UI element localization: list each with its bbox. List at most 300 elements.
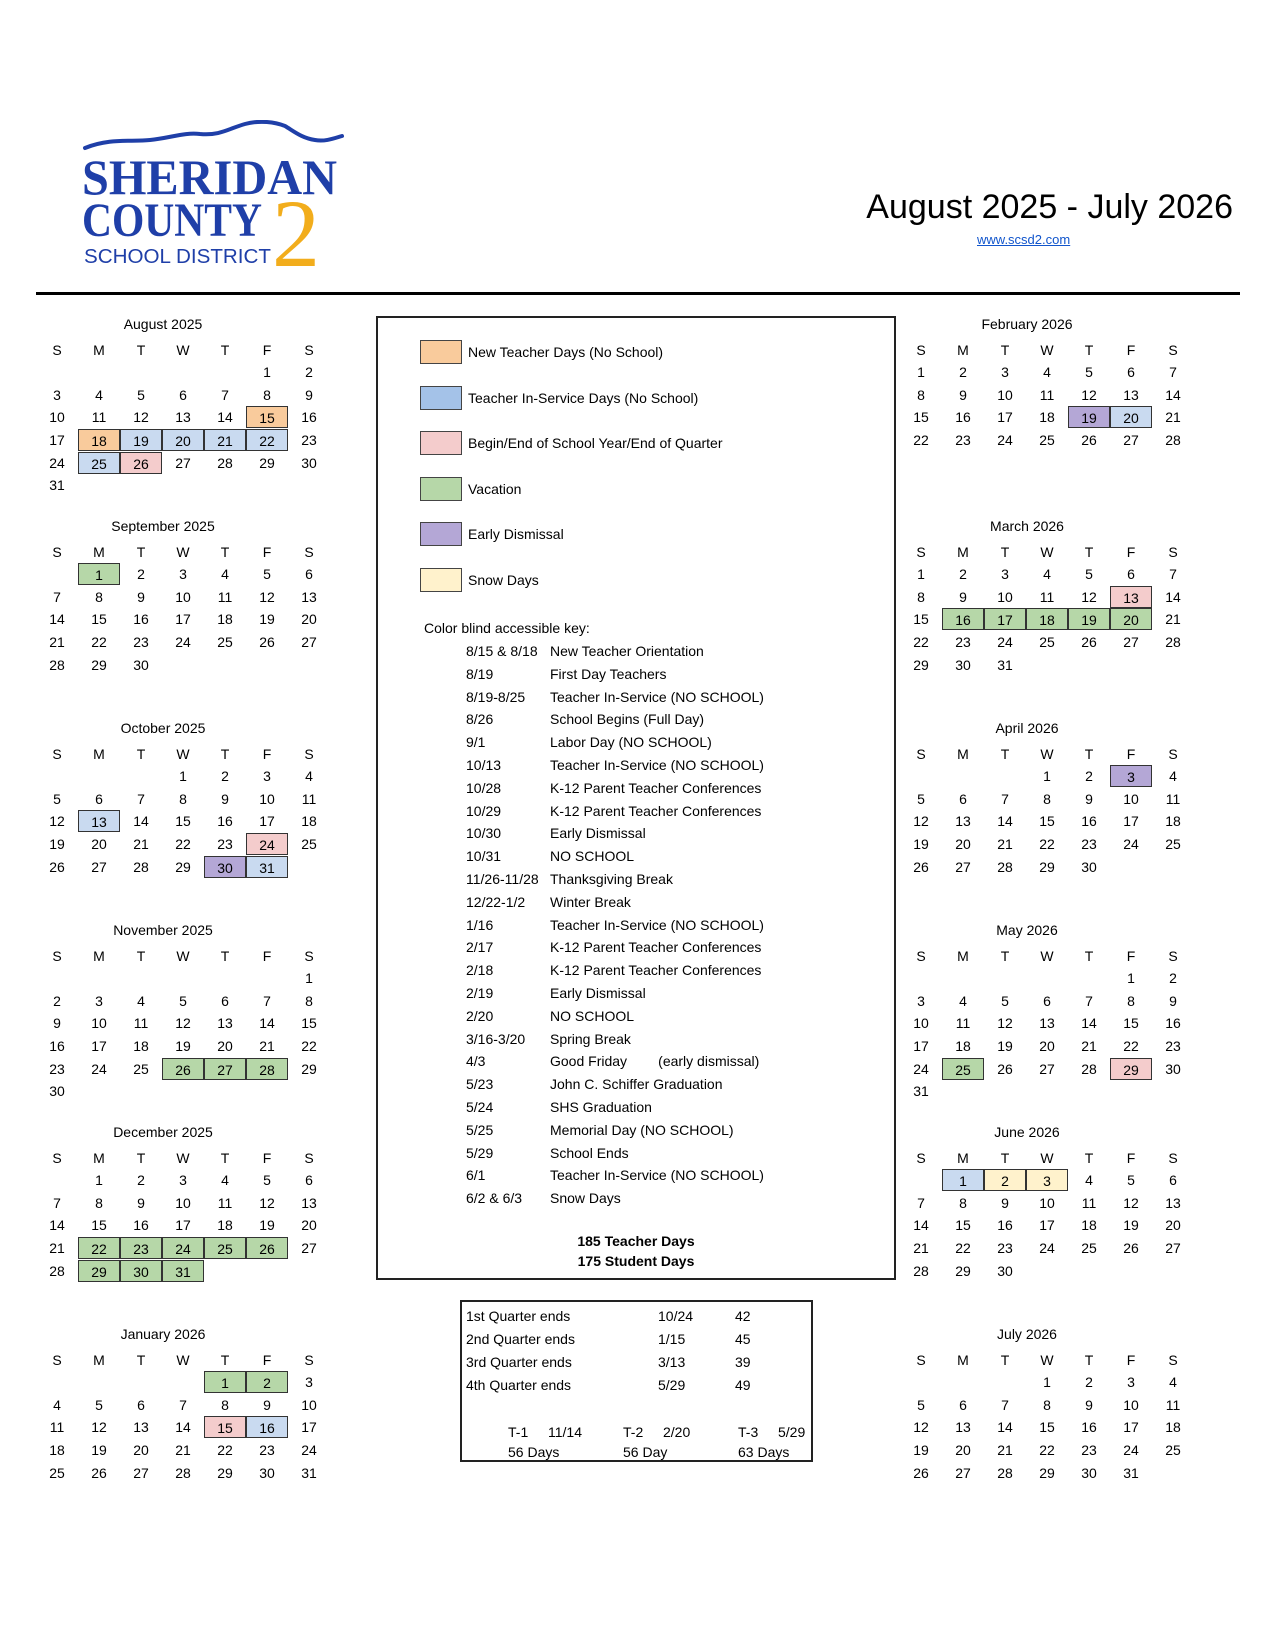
quarter-days: 39: [735, 1354, 751, 1370]
day-cell: 13: [78, 810, 120, 832]
day-cell: 10: [1123, 1396, 1139, 1413]
day-cell: 5: [1085, 364, 1093, 381]
day-cell: 13: [217, 1015, 233, 1032]
term-name: T-1: [508, 1424, 529, 1440]
day-cell: 23: [997, 1240, 1013, 1256]
day-cell: 6: [95, 790, 103, 807]
event-description: Teacher In-Service (NO SCHOOL): [550, 916, 764, 933]
day-cell: 12: [133, 409, 149, 426]
day-cell: 29: [913, 656, 929, 673]
day-cell: 20: [91, 836, 107, 852]
day-cell: 18: [1081, 1217, 1097, 1234]
day-cell: 3: [179, 566, 187, 583]
day-cell: 22: [78, 1237, 120, 1259]
weekday-header: F: [262, 1351, 272, 1368]
day-cell: 16: [1081, 1419, 1097, 1436]
day-cell: 22: [1039, 1442, 1055, 1458]
day-cell: 18: [217, 611, 233, 628]
day-cell: 11: [955, 1015, 971, 1032]
teacher-days-total: 185 Teacher Days: [577, 1233, 695, 1249]
legend-box: [376, 316, 896, 1280]
day-cell: 1: [204, 1371, 246, 1393]
day-cell: 14: [1165, 588, 1181, 605]
day-cell: 8: [179, 790, 187, 807]
event-description: K-12 Parent Teacher Conferences: [550, 779, 762, 796]
day-cell: 30: [133, 656, 149, 673]
day-cell: 21: [133, 836, 149, 852]
weekday-header: M: [93, 543, 105, 560]
weekday-header: S: [916, 947, 926, 964]
day-cell: 10: [259, 790, 275, 807]
day-cell: 1: [1127, 970, 1135, 987]
month-title: February 2026: [981, 316, 1073, 332]
legend-label: Snow Days: [468, 571, 539, 588]
weekday-header: T: [1000, 745, 1010, 762]
legend-swatch: [420, 477, 462, 501]
day-cell: 12: [1081, 386, 1097, 403]
day-cell: 11: [1081, 1194, 1097, 1211]
day-cell: 23: [955, 432, 971, 448]
day-cell: 11: [91, 409, 107, 426]
day-cell: 8: [95, 588, 103, 605]
day-cell: 17: [984, 608, 1026, 630]
weekday-header: M: [93, 745, 105, 762]
weekday-header: M: [957, 947, 969, 964]
day-cell: 7: [1001, 1396, 1009, 1413]
day-cell: 15: [91, 611, 107, 628]
day-cell: 16: [1165, 1015, 1181, 1032]
day-cell: 2: [137, 1172, 145, 1189]
day-cell: 17: [1123, 813, 1139, 830]
day-cell: 24: [913, 1060, 929, 1077]
day-cell: 5: [1001, 992, 1009, 1009]
day-cell: 2: [1085, 1374, 1093, 1391]
day-cell: 25: [1081, 1240, 1097, 1256]
day-cell: 7: [917, 1194, 925, 1211]
event-date: 10/31: [466, 848, 502, 865]
day-cell: 1: [942, 1169, 984, 1191]
quarter-label: 4th Quarter ends: [466, 1377, 572, 1393]
weekday-header: S: [304, 745, 314, 762]
event-date: 10/13: [466, 757, 502, 773]
day-cell: 29: [301, 1060, 317, 1077]
day-cell: 8: [917, 386, 925, 403]
event-date: 2/19: [466, 985, 494, 1001]
weekday-header: T: [136, 1351, 146, 1368]
day-cell: 27: [301, 1240, 317, 1256]
day-cell: 23: [955, 634, 971, 650]
day-cell: 19: [997, 1038, 1013, 1054]
day-cell: 28: [133, 858, 149, 875]
weekday-header: W: [176, 1149, 190, 1166]
day-cell: 14: [49, 611, 65, 628]
day-cell: 30: [997, 1262, 1013, 1279]
day-cell: 23: [49, 1060, 65, 1077]
day-cell: 1: [305, 970, 313, 987]
day-cell: 28: [175, 1464, 191, 1481]
day-cell: 28: [997, 858, 1013, 875]
color-blind-key-title: Color blind accessible key:: [424, 620, 590, 636]
day-cell: 14: [175, 1419, 191, 1436]
day-cell: 15: [175, 813, 191, 830]
day-cell: 18: [49, 1442, 65, 1458]
day-cell: 17: [997, 409, 1013, 426]
day-cell: 12: [49, 813, 65, 830]
day-cell: 9: [1085, 1396, 1093, 1413]
day-cell: 27: [91, 858, 107, 875]
day-cell: 13: [1039, 1015, 1055, 1032]
day-cell: 31: [913, 1083, 929, 1100]
month-title: July 2026: [997, 1326, 1057, 1342]
day-cell: 4: [95, 386, 103, 403]
event-description: Thanksgiving Break: [550, 871, 673, 887]
day-cell: 27: [1165, 1240, 1181, 1256]
day-cell: 13: [1165, 1194, 1181, 1211]
day-cell: 2: [1085, 768, 1093, 785]
event-date: 5/29: [466, 1144, 494, 1161]
day-cell: 24: [49, 454, 65, 471]
event-date: 8/19: [466, 665, 494, 682]
event-date: 9/1: [466, 734, 486, 751]
day-cell: 25: [1039, 432, 1055, 448]
day-cell: 25: [1165, 836, 1181, 852]
day-cell: 7: [1001, 790, 1009, 807]
day-cell: 3: [263, 768, 271, 785]
day-cell: 24: [1039, 1240, 1055, 1256]
day-cell: 3: [1026, 1169, 1068, 1191]
day-cell: 14: [133, 813, 149, 830]
weekday-header: S: [52, 341, 62, 358]
day-cell: 6: [1169, 1172, 1177, 1189]
day-cell: 16: [133, 1217, 149, 1234]
day-cell: 10: [175, 1194, 191, 1211]
day-cell: 22: [913, 432, 929, 448]
day-cell: 9: [1001, 1194, 1009, 1211]
day-cell: 4: [53, 1396, 61, 1413]
quarter-days: 42: [735, 1308, 751, 1324]
weekday-header: S: [916, 341, 926, 358]
day-cell: 15: [301, 1015, 317, 1032]
day-cell: 7: [1085, 992, 1093, 1009]
weekday-header: T: [220, 947, 230, 964]
day-cell: 20: [301, 611, 317, 628]
day-cell: 5: [137, 386, 145, 403]
legend-label: Early Dismissal: [468, 526, 564, 542]
day-cell: 6: [959, 1396, 967, 1413]
day-cell: 14: [1165, 386, 1181, 403]
month-title: March 2026: [990, 518, 1064, 534]
event-date: 10/30: [466, 825, 502, 842]
weekday-header: S: [52, 1351, 62, 1368]
day-cell: 14: [259, 1015, 275, 1032]
day-cell: 21: [1081, 1038, 1097, 1054]
event-description: K-12 Parent Teacher Conferences: [550, 939, 762, 956]
day-cell: 20: [955, 836, 971, 852]
event-description: First Day Teachers: [550, 665, 667, 682]
day-cell: 12: [913, 813, 929, 830]
day-cell: 29: [955, 1262, 971, 1279]
weekday-header: W: [176, 543, 190, 560]
day-cell: 12: [91, 1419, 107, 1436]
day-cell: 7: [53, 1194, 61, 1211]
day-cell: 22: [1039, 836, 1055, 852]
month-title: January 2026: [120, 1326, 206, 1342]
event-date: 8/15 & 8/18: [466, 643, 538, 659]
day-cell: 8: [959, 1194, 967, 1211]
weekday-header: M: [93, 341, 105, 358]
day-cell: 21: [997, 1442, 1013, 1458]
weekday-header: S: [304, 1149, 314, 1166]
day-cell: 29: [78, 1260, 120, 1282]
day-cell: 28: [997, 1464, 1013, 1481]
day-cell: 2: [305, 364, 313, 381]
day-cell: 21: [1165, 409, 1181, 426]
term-days: 56 Days: [508, 1444, 560, 1460]
day-cell: 26: [913, 858, 929, 875]
day-cell: 23: [259, 1442, 275, 1458]
day-cell: 2: [221, 768, 229, 785]
day-cell: 12: [913, 1419, 929, 1436]
day-cell: 26: [997, 1060, 1013, 1077]
day-cell: 3: [1127, 1374, 1135, 1391]
event-date: 12/22-1/2: [466, 893, 526, 910]
day-cell: 19: [120, 429, 162, 451]
day-cell: 11: [1039, 386, 1055, 403]
event-date: 8/26: [466, 711, 494, 728]
day-cell: 20: [1110, 608, 1152, 630]
event-description: Teacher In-Service (NO SCHOOL): [550, 688, 764, 705]
weekday-header: S: [1168, 341, 1178, 358]
term-date: 2/20: [663, 1424, 691, 1440]
weekday-header: M: [957, 1149, 969, 1166]
event-date: 1/16: [466, 916, 494, 933]
weekday-header: T: [1084, 1149, 1094, 1166]
day-cell: 16: [955, 409, 971, 426]
day-cell: 6: [179, 386, 187, 403]
day-cell: 19: [49, 836, 65, 852]
quarter-date: 10/24: [658, 1308, 694, 1324]
day-cell: 16: [133, 611, 149, 628]
day-cell: 28: [1081, 1060, 1097, 1077]
legend-swatch: [420, 386, 462, 410]
day-cell: 10: [997, 588, 1013, 605]
weekday-header: W: [176, 745, 190, 762]
day-cell: 5: [1085, 566, 1093, 583]
day-cell: 15: [91, 1217, 107, 1234]
day-cell: 5: [917, 790, 925, 807]
header-divider: [36, 292, 1240, 295]
event-date: 2/17: [466, 939, 494, 956]
legend-swatch: [420, 340, 462, 364]
day-cell: 30: [301, 454, 317, 471]
day-cell: 3: [95, 992, 103, 1009]
day-cell: 25: [49, 1464, 65, 1481]
day-cell: 19: [1123, 1217, 1139, 1234]
day-cell: 30: [120, 1260, 162, 1282]
quarter-date: 1/15: [658, 1331, 686, 1347]
day-cell: 31: [301, 1464, 317, 1481]
day-cell: 1: [263, 364, 271, 381]
legend-swatch: [420, 431, 462, 455]
weekday-header: T: [1000, 1149, 1010, 1166]
day-cell: 9: [959, 588, 967, 605]
day-cell: 19: [259, 611, 275, 628]
weekday-header: S: [1168, 543, 1178, 560]
day-cell: 8: [1043, 790, 1051, 807]
day-cell: 18: [217, 1217, 233, 1234]
weekday-header: M: [93, 947, 105, 964]
day-cell: 30: [1165, 1060, 1181, 1077]
day-cell: 7: [263, 992, 271, 1009]
day-cell: 9: [263, 1396, 271, 1413]
weekday-header: F: [1126, 543, 1136, 560]
day-cell: 20: [133, 1442, 149, 1458]
event-date: 5/25: [466, 1121, 494, 1138]
day-cell: 3: [305, 1374, 313, 1391]
day-cell: 14: [1081, 1015, 1097, 1032]
website-link[interactable]: www.scsd2.com: [977, 232, 1071, 247]
term-date: 11/14: [548, 1424, 582, 1440]
day-cell: 17: [49, 432, 65, 448]
event-description: Spring Break: [550, 1030, 631, 1047]
event-date: 3/16-3/20: [466, 1030, 526, 1047]
quarter-label: 2nd Quarter ends: [466, 1331, 575, 1347]
day-cell: 20: [217, 1038, 233, 1054]
weekday-header: T: [136, 947, 146, 964]
day-cell: 21: [49, 1240, 65, 1256]
weekday-header: S: [1168, 1351, 1178, 1368]
day-cell: 2: [53, 992, 61, 1009]
day-cell: 25: [133, 1060, 149, 1077]
day-cell: 13: [1123, 386, 1139, 403]
legend-label: Teacher In-Service Days (No School): [468, 389, 699, 406]
quarter-label: 1st Quarter ends: [466, 1308, 571, 1324]
logo-school-district: SCHOOL DISTRICT: [84, 246, 271, 268]
weekday-header: S: [304, 947, 314, 964]
weekday-header: S: [1168, 745, 1178, 762]
day-cell: 6: [305, 1172, 313, 1189]
event-description: John C. Schiffer Graduation: [550, 1076, 723, 1093]
weekday-header: T: [136, 1149, 146, 1166]
weekday-header: T: [1084, 341, 1094, 358]
event-description: K-12 Parent Teacher Conferences: [550, 802, 762, 819]
day-cell: 20: [162, 429, 204, 451]
day-cell: 20: [1165, 1217, 1181, 1234]
event-description: K-12 Parent Teacher Conferences: [550, 962, 762, 979]
day-cell: 25: [204, 1237, 246, 1259]
weekday-header: W: [1040, 543, 1054, 560]
month-title: October 2025: [120, 720, 206, 736]
day-cell: 10: [91, 1015, 107, 1032]
term-name: T-2: [623, 1424, 644, 1440]
day-cell: 7: [53, 588, 61, 605]
day-cell: 16: [301, 409, 317, 426]
day-cell: 1: [1043, 768, 1051, 785]
day-cell: 17: [1123, 1419, 1139, 1436]
day-cell: 9: [137, 1194, 145, 1211]
day-cell: 16: [246, 1416, 288, 1438]
day-cell: 17: [1039, 1217, 1055, 1234]
day-cell: 11: [1165, 1396, 1181, 1413]
day-cell: 27: [955, 1464, 971, 1481]
event-date: 8/19-8/25: [466, 688, 526, 705]
day-cell: 26: [1081, 432, 1097, 448]
school-district-logo: [80, 120, 345, 280]
day-cell: 31: [1123, 1464, 1139, 1481]
day-cell: 3: [53, 386, 61, 403]
day-cell: 15: [246, 406, 288, 428]
weekday-header: S: [304, 543, 314, 560]
day-cell: 22: [91, 634, 107, 650]
day-cell: 9: [137, 588, 145, 605]
weekday-header: F: [1126, 1351, 1136, 1368]
mountain-icon: [85, 122, 342, 148]
day-cell: 2: [959, 364, 967, 381]
event-date: 10/29: [466, 802, 502, 819]
day-cell: 29: [1039, 1464, 1055, 1481]
weekday-header: F: [1126, 1149, 1136, 1166]
day-cell: 11: [217, 1194, 233, 1211]
day-cell: 17: [91, 1038, 107, 1054]
day-cell: 3: [1001, 566, 1009, 583]
event-description: Early Dismissal: [550, 825, 646, 842]
day-cell: 1: [78, 563, 120, 585]
day-cell: 4: [959, 992, 967, 1009]
day-cell: 6: [221, 992, 229, 1009]
weekday-header: T: [1084, 745, 1094, 762]
day-cell: 10: [301, 1396, 317, 1413]
day-cell: 19: [913, 836, 929, 852]
month-title: August 2025: [123, 316, 203, 332]
student-days-total: 175 Student Days: [577, 1253, 695, 1269]
day-cell: 21: [1165, 611, 1181, 628]
day-cell: 6: [1127, 566, 1135, 583]
month-title: April 2026: [995, 720, 1059, 736]
day-cell: 8: [95, 1194, 103, 1211]
weekday-header: F: [262, 947, 272, 964]
weekday-header: S: [52, 745, 62, 762]
weekday-header: M: [957, 341, 969, 358]
day-cell: 19: [175, 1038, 191, 1054]
day-cell: 19: [1068, 608, 1110, 630]
day-cell: 24: [246, 833, 288, 855]
weekday-header: F: [262, 745, 272, 762]
weekday-header: W: [1040, 745, 1054, 762]
day-cell: 24: [301, 1442, 317, 1458]
day-cell: 28: [1165, 634, 1181, 650]
weekday-header: F: [1126, 947, 1136, 964]
day-cell: 1: [917, 566, 925, 583]
weekday-header: F: [1126, 745, 1136, 762]
day-cell: 2: [246, 1371, 288, 1393]
weekday-header: W: [176, 341, 190, 358]
term-date: 5/29: [778, 1424, 806, 1440]
day-cell: 17: [913, 1038, 929, 1054]
day-cell: 27: [301, 634, 317, 650]
month-title: November 2025: [113, 922, 213, 938]
event-description: School Begins (Full Day): [550, 711, 705, 728]
day-cell: 18: [78, 429, 120, 451]
event-date: 4/3: [466, 1053, 486, 1070]
day-cell: 24: [997, 634, 1013, 650]
day-cell: 12: [175, 1015, 191, 1032]
weekday-header: F: [262, 543, 272, 560]
weekday-header: S: [916, 745, 926, 762]
day-cell: 26: [246, 1237, 288, 1259]
day-cell: 5: [95, 1396, 103, 1413]
day-cell: 15: [1039, 1419, 1055, 1436]
day-cell: 6: [1043, 992, 1051, 1009]
